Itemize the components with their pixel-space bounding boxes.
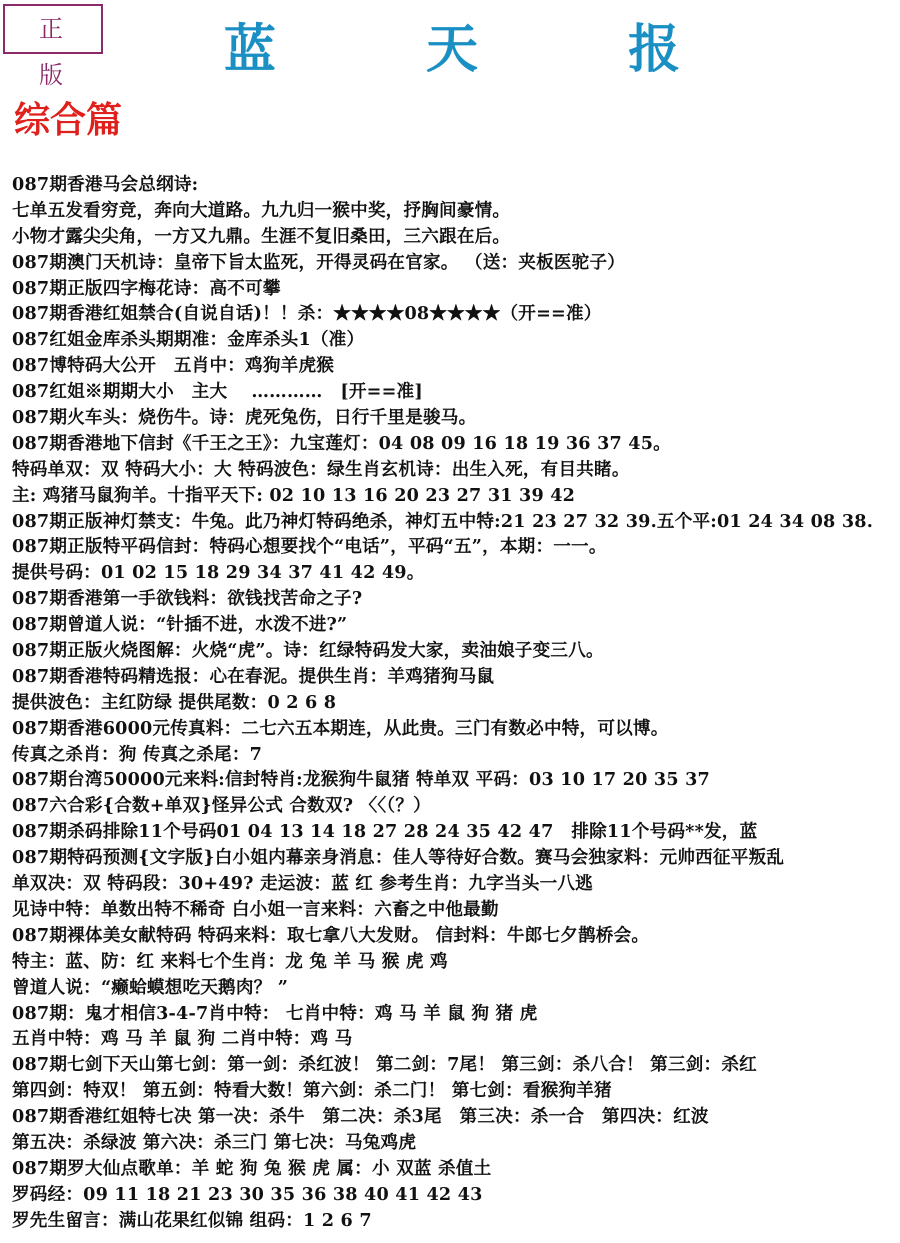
content-line: 087六合彩{合数+单双}怪异公式 合数双? 〈〈（？） (12, 795, 431, 817)
content-line: 087期香港地下信封《千王之王》：九宝莲灯：04 08 09 16 18 19 36 37 45。 (12, 432, 671, 454)
page-title: 蓝 天 报 (223, 19, 747, 80)
content-line: 087期香港第一手欲钱料：欲钱找苦命之子? (12, 588, 363, 610)
content-line: 特主：蓝、防：红 来料七个生肖：龙 兔 羊 马 猴 虎 鸡 (12, 950, 448, 972)
content-line: 087红姐金库杀头期期准：金库杀头1（准） (12, 329, 365, 351)
content-line: 主: 鸡猪马鼠狗羊。十指平天下: 02 10 13 16 20 23 27 31 39 42 (12, 484, 576, 506)
content-line: 提供波色：主红防绿 提供尾数：0 2 6 8 (12, 691, 337, 713)
content-line: 087期曾道人说：“针插不进，水泼不进?” (12, 614, 348, 636)
content-line: 传真之杀肖：狗 传真之杀尾：7 (12, 743, 263, 765)
content-line: 087期澳门天机诗：皇帝下旨太监死，开得灵码在官家。 （送：夹板医驼子） (12, 251, 626, 273)
content-line: 第四剑：特双！ 第五剑：特看大数！第六剑：杀二门！ 第七剑：看猴狗羊猪 (12, 1080, 612, 1102)
content-line: 087期罗大仙点歌单：羊 蛇 狗 兔 猴 虎 属：小 双蓝 杀值土 (12, 1157, 492, 1179)
content-line: 五肖中特：鸡 马 羊 鼠 狗 二肖中特：鸡 马 (12, 1028, 353, 1050)
content-lines (12, 172, 900, 1234)
content-line: 087期正版四字梅花诗：高不可攀 (12, 277, 281, 299)
section-heading: 综合篇 (14, 99, 123, 141)
content-line: 第五决：杀绿波 第六决：杀三门 第七决：马兔鸡虎 (12, 1131, 417, 1153)
content-line: 087博特码大公开 五肖中：鸡狗羊虎猴 (12, 355, 335, 377)
content-line: 087期香港马会总纲诗: (12, 174, 199, 195)
content-line: 087期正版火烧图解：火烧“虎”。诗：红绿特码发大家，卖油娘子变三八。 (12, 640, 604, 662)
content-line: 087期正版神灯禁支：牛兔。此乃神灯特码绝杀，神灯五中特:21 23 27 32 39.五个平:01 24 34 08 38. (12, 510, 874, 532)
content-line: 087期裸体美女献特码 特码来料：取七拿八大发财。 信封料：牛郎七夕鹊桥会。 (12, 924, 650, 946)
content-line: 单双决：双 特码段：30+49? 走运波：蓝 红 参考生肖：九字当头一八逃 (12, 873, 593, 895)
edition-badge: 正 版 (3, 4, 103, 54)
content-line: 小物才露尖尖角，一方又九鼎。生涯不复旧桑田，三六跟在后。 (12, 225, 511, 247)
content-line: 七单五发看穷竞，奔向大道路。九九归一猴中奖，抒胸间豪情。 (12, 199, 511, 221)
content-line: 特码单双：双 特码大小：大 特码波色：绿生肖玄机诗：出生入死，有目共睹。 (12, 458, 630, 480)
content-line: 罗先生留言：满山花果红似锦 组码：1 2 6 7 (12, 1209, 372, 1231)
content-line: 087期香港特码精选报：心在春泥。提供生肖：羊鸡猪狗马鼠 (12, 665, 495, 687)
content-line: 087期香港红姐禁合(自说自话)！！杀：★★★★08★★★★（开==准） (12, 303, 602, 325)
content-line: 087红姐※期期大小 主大 ………… [开==准] (12, 381, 423, 403)
content-line: 087期杀码排除11个号码01 04 13 14 18 27 28 24 35 42 47 排除11个号码**发，蓝 (12, 821, 758, 843)
content-line: 曾道人说：“癞蛤蟆想吃天鹅肉？ ” (12, 976, 289, 998)
content-line: 087期：鬼才相信3-4-7肖中特： 七肖中特：鸡 马 羊 鼠 狗 猪 虎 (12, 1002, 538, 1024)
content-line: 087期香港6000元传真料：二七六五本期连，从此贵。三门有数必中特，可以博。 (12, 717, 669, 739)
content-line: 提供号码：01 02 15 18 29 34 37 41 42 49。 (12, 562, 425, 584)
content-line: 087期台湾50000元来料:信封特肖:龙猴狗牛鼠猪 特单双 平码：03 10 17 20 35 37 (12, 769, 710, 791)
content-line: 罗码经：09 11 18 21 23 30 35 36 38 40 41 42 43 (12, 1183, 483, 1205)
content-line: 087期正版特平码信封：特码心想要找个“电话”，平码“五”，本期：一一。 (12, 536, 607, 558)
content-line: 087期七剑下天山第七剑：第一剑：杀红波！ 第二剑：7尾！ 第三剑：杀八合！ 第三剑：杀红 (12, 1054, 757, 1076)
content-line: 087期特码预测{文字版}白小姐内幕亲身消息：佳人等待好合数。赛马会独家料：元帅西征平叛乱 (12, 847, 785, 869)
content-line: 087期香港红姐特七决 第一决：杀牛 第二决：杀3尾 第三决：杀一合 第四决：红波 (12, 1106, 709, 1128)
content-line: 见诗中特：单数出特不稀奇 白小姐一言来料：六畜之中他最勤 (12, 898, 499, 920)
content-line: 087期火车头：烧伤牛。诗：虎死兔伤，日行千里是骏马。 (12, 407, 477, 429)
